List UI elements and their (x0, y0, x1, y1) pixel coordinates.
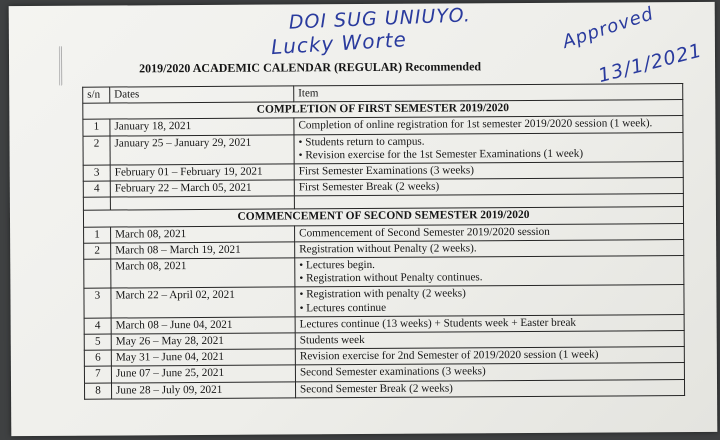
cell-item (294, 132, 683, 164)
section-title: COMMENCEMENT OF SECOND SEMESTER 2019/2020 (83, 207, 683, 227)
cell-item (295, 379, 684, 398)
item-text: Students week (299, 334, 365, 347)
cell-dates: March 08 – June 04, 2021 (111, 317, 295, 334)
cell-sn: 4 (83, 181, 110, 197)
staple-mark (59, 46, 62, 86)
blank-cell (110, 196, 294, 210)
cell-dates: March 22 – April 02, 2021 (111, 287, 295, 318)
item-bullet-list (299, 287, 679, 316)
paper-sheet (9, 2, 718, 436)
item-text: Lectures continue (13 weeks) + Students week + Easter break (299, 316, 577, 331)
item-bullet: • Lectures begin. (299, 257, 679, 273)
item-text: Registration without Penalty (2 weeks). (299, 242, 477, 256)
cell-item (295, 285, 684, 317)
cell-sn: 5 (84, 334, 111, 350)
item-text: Revision exercise for 2nd Semester of 2019/2020 session (1 week) (299, 348, 599, 363)
cell-dates: May 31 – June 04, 2021 (111, 349, 295, 366)
header-sn: s/n (83, 87, 110, 103)
item-bullet-list (299, 257, 679, 286)
blank-cell (83, 197, 110, 210)
cell-dates: June 28 – July 09, 2021 (111, 382, 295, 399)
cell-sn: 2 (83, 136, 110, 166)
item-text: Second Semester Break (2 weeks) (300, 382, 453, 396)
cell-dates: March 08, 2021 (111, 258, 295, 289)
item-bullet: • Registration without Penalty continues. (299, 270, 679, 286)
item-text: Commencement of Second Semester 2019/2020 session (299, 225, 550, 240)
item-bullet: • Revision exercise for the 1st Semester Examinations (1 week) (299, 147, 679, 163)
academic-calendar-table (82, 83, 685, 400)
handwritten-approval-date: 13/1/2021 (595, 39, 705, 88)
cell-sn: 6 (84, 350, 111, 366)
item-text: First Semester Examinations (3 weeks) (298, 164, 474, 178)
cell-sn: 3 (84, 288, 111, 318)
table-row (84, 256, 684, 289)
cell-sn: 1 (84, 227, 111, 243)
cell-dates: January 25 – January 29, 2021 (110, 135, 294, 166)
handwritten-approved: Approved (559, 3, 657, 53)
cell-dates: May 26 – May 28, 2021 (111, 333, 295, 350)
cell-dates: January 18, 2021 (110, 118, 294, 135)
cell-dates: March 08 – March 19, 2021 (111, 242, 295, 259)
cell-item (295, 256, 684, 288)
item-text: Completion of online registration for 1st semester 2019/2020 session (1 week). (298, 117, 653, 132)
table-row (84, 379, 684, 399)
header-dates: Dates (110, 86, 294, 103)
cell-dates: February 22 – March 05, 2021 (110, 180, 294, 197)
document-title: 2019/2020 ACADEMIC CALENDAR (REGULAR) Recommended (139, 59, 482, 76)
item-text: Second Semester examinations (3 weeks) (299, 365, 486, 379)
cell-sn: 8 (84, 383, 111, 399)
item-bullet: • Lectures continue (300, 300, 680, 316)
item-bullet-list (298, 134, 678, 163)
cell-sn: 1 (83, 119, 110, 135)
header-item: Item (294, 84, 683, 103)
cell-dates: February 01 – February 19, 2021 (110, 164, 294, 181)
cell-dates: June 07 – June 25, 2021 (111, 365, 295, 382)
section-title: COMPLETION OF FIRST SEMESTER 2019/2020 (83, 100, 683, 120)
cell-sn: 3 (83, 165, 110, 181)
handwritten-note-line2: Lucky Worte (270, 27, 408, 60)
calendar-body (83, 100, 685, 399)
handwritten-note-line1: DOI SUG UNIUYO. (288, 4, 472, 34)
item-text: First Semester Break (2 weeks) (298, 180, 440, 194)
cell-sn: 7 (84, 366, 111, 382)
item-bullet: • Students return to campus. (298, 134, 678, 150)
table-row (83, 132, 683, 165)
cell-sn: 4 (84, 318, 111, 334)
cell-dates: March 08, 2021 (111, 226, 295, 243)
table-row (84, 285, 684, 318)
cell-sn: 2 (84, 243, 111, 259)
cell-sn (84, 259, 111, 289)
item-bullet: • Registration with penalty (2 weeks) (299, 287, 679, 303)
